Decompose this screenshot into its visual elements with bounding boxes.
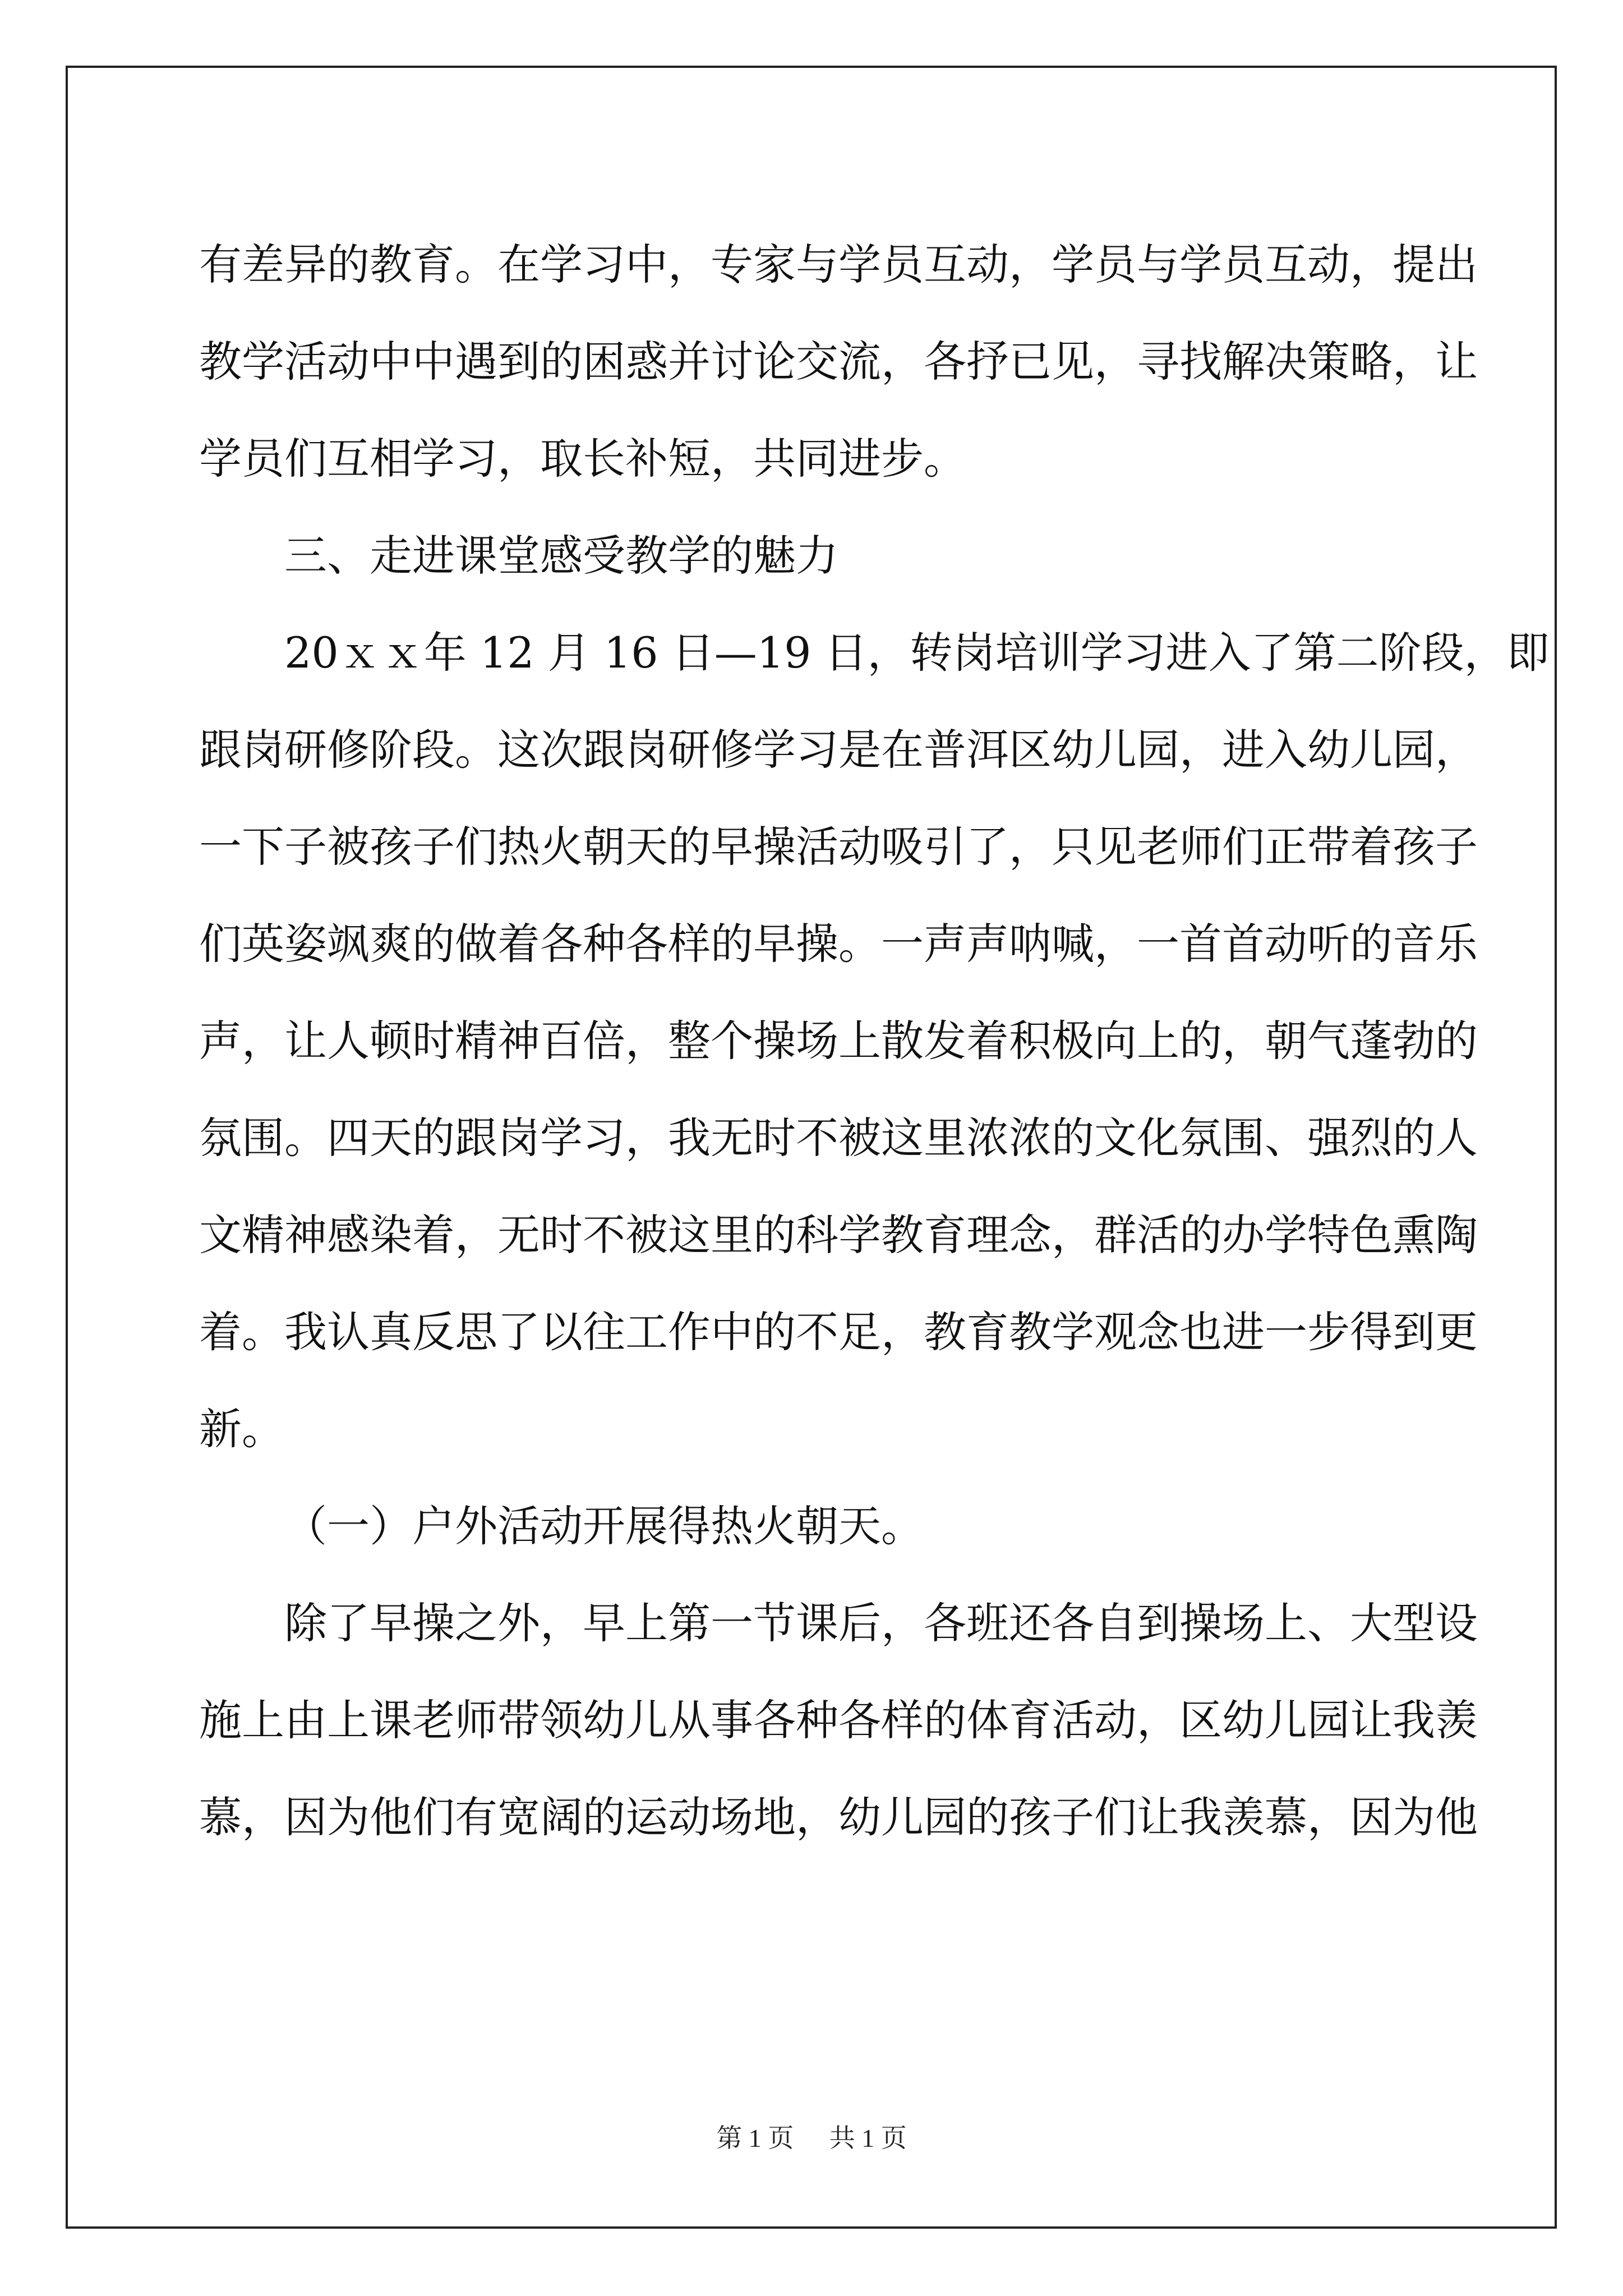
page-number-total: 共 1 页 [829,2124,907,2152]
text-line-12: 着。我认真反思了以往工作中的不足，教育教学观念也进一步得到更 [199,1307,1478,1357]
subsection-heading: （一）户外活动开展得热火朝天。 [284,1501,924,1551]
text-line-5: 20ｘｘ年 12 月 16 日—19 日，转岗培训学习进入了第二阶段，即 [284,628,1550,678]
text-line-17: 慕，因为他们有宽阔的运动场地，幼儿园的孩子们让我羡慕，因为他 [199,1792,1478,1842]
text-line-15: 除了早操之外，早上第一节课后，各班还各自到操场上、大型设 [284,1598,1478,1648]
page-footer [0,2118,1623,2155]
text-line-2: 教学活动中中遇到的困惑并讨论交流，各抒已见，寻找解决策略，让 [199,337,1478,386]
text-line-10: 氛围。四天的跟岗学习，我无时不被这里浓浓的文化氛围、强烈的人 [199,1113,1478,1163]
document-body [199,216,1550,1866]
page-number-current: 第 1 页 [716,2124,794,2152]
text-line-8: 们英姿飒爽的做着各种各样的早操。一声声呐喊，一首首动听的音乐 [199,919,1478,969]
text-line-6: 跟岗研修阶段。这次跟岗研修学习是在普洱区幼儿园，进入幼儿园， [199,725,1478,775]
section-heading: 三、走进课堂感受教学的魅力 [284,531,838,581]
text-line-13: 新。 [199,1404,284,1454]
text-line-1: 有差异的教育。在学习中，专家与学员互动，学员与学员互动，提出 [199,240,1478,289]
text-line-7: 一下子被孩子们热火朝天的早操活动吸引了，只见老师们正带着孩子 [199,822,1478,872]
text-line-11: 文精神感染着，无时不被这里的科学教育理念，群活的办学特色熏陶 [199,1210,1478,1260]
text-line-16: 施上由上课老师带领幼儿从事各种各样的体育活动，区幼儿园让我羡 [199,1695,1478,1745]
text-line-3: 学员们互相学习，取长补短，共同进步。 [199,434,966,484]
text-line-9: 声，让人顿时精神百倍，整个操场上散发着积极向上的，朝气蓬勃的 [199,1016,1478,1066]
